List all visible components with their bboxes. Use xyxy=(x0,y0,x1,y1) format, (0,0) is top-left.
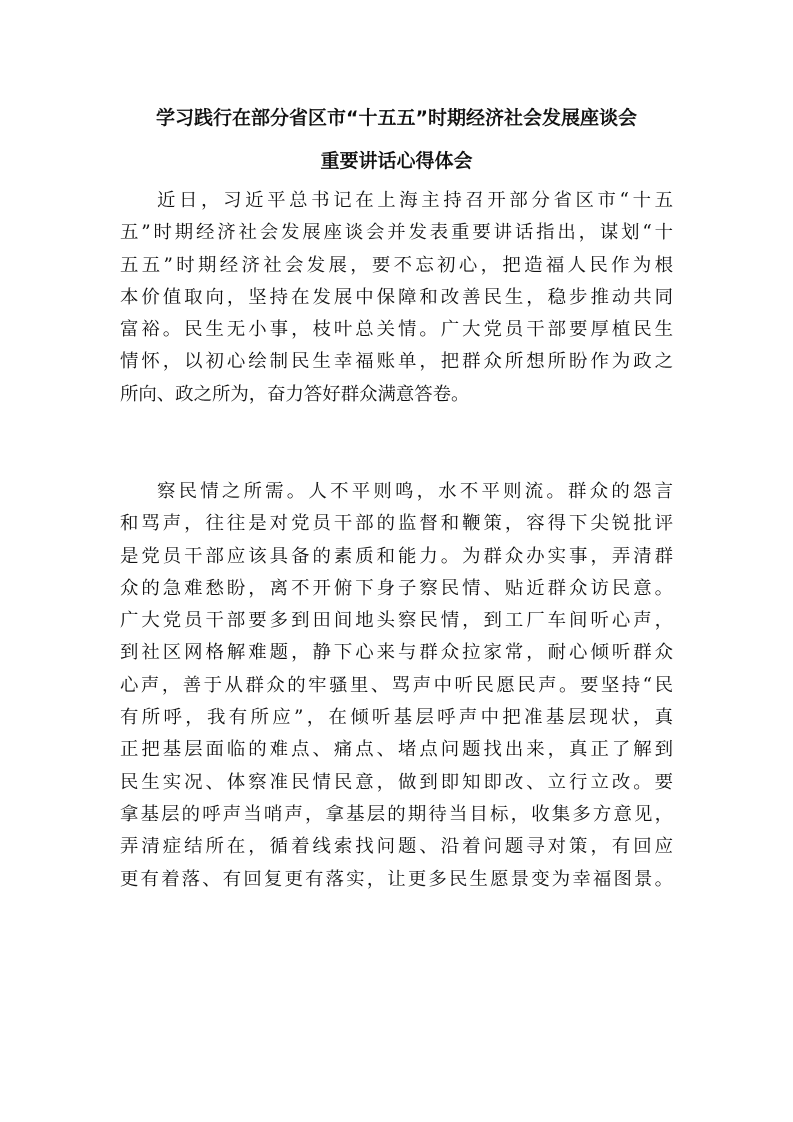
paragraph-line: 更有着落、有回复更有落实，让更多民生愿景变为幸福图景。 xyxy=(120,868,673,890)
paragraph-line: 所向、政之所为，奋力答好群众满意答卷。 xyxy=(120,383,470,405)
paragraph-line: 有所呼，我有所应”，在倾听基层呼声中把准基层现状，真 xyxy=(120,707,673,729)
paragraph-line: 五五”时期经济社会发展，要不忘初心，把造福人民作为根 xyxy=(120,254,673,276)
paragraph-line: 广大党员干部要多到田间地头察民情，到工厂车间听心声， xyxy=(120,610,673,632)
paragraph-line: 拿基层的呼声当哨声，拿基层的期待当目标，收集多方意见， xyxy=(120,803,673,825)
paragraph-line: 到社区网格解难题，静下心来与群众拉家常，耐心倾听群众 xyxy=(120,642,673,664)
paragraph-line: 本价值取向，坚持在发展中保障和改善民生，稳步推动共同 xyxy=(120,286,673,308)
document-title-line-1: 学习践行在部分省区市“十五五”时期经济社会发展座谈会 xyxy=(156,107,637,129)
paragraph-line: 是党员干部应该具备的素质和能力。为群众办实事，弄清群 xyxy=(120,545,673,567)
paragraph-line: 富裕。民生无小事，枝叶总关情。广大党员干部要厚植民生 xyxy=(120,319,673,341)
paragraph-1 xyxy=(120,185,673,411)
paragraph-line: 察民情之所需。人不平则鸣，水不平则流。群众的怨言 xyxy=(157,481,673,502)
paragraph-line: 正把基层面临的难点、痛点、堵点问题找出来，真正了解到 xyxy=(120,739,673,761)
paragraph-line: 情怀，以初心绘制民生幸福账单，把群众所想所盼作为政之 xyxy=(120,351,673,373)
paragraph-line: 心声，善于从群众的牢骚里、骂声中听民愿民声。要坚持“民 xyxy=(120,674,673,696)
paragraph-line: 弄清症结所在，循着线索找问题、沿着问题寻对策，有回应 xyxy=(120,836,673,858)
paragraph-line: 民生实况、体察准民情民意，做到即知即改、立行立改。要 xyxy=(120,771,673,793)
paragraph-line: 和骂声，往往是对党员干部的监督和鞭策，容得下尖锐批评 xyxy=(120,513,673,535)
document-title-line-2: 重要讲话心得体会 xyxy=(320,150,473,172)
paragraph-line: 近日，习近平总书记在上海主持召开部分省区市“十五 xyxy=(157,190,673,211)
paragraph-2 xyxy=(120,476,673,896)
paragraph-line: 众的急难愁盼，离不开俯下身子察民情、贴近群众访民意。 xyxy=(120,577,673,599)
paragraph-line: 五”时期经济社会发展座谈会并发表重要讲话指出，谋划“十 xyxy=(120,222,673,244)
